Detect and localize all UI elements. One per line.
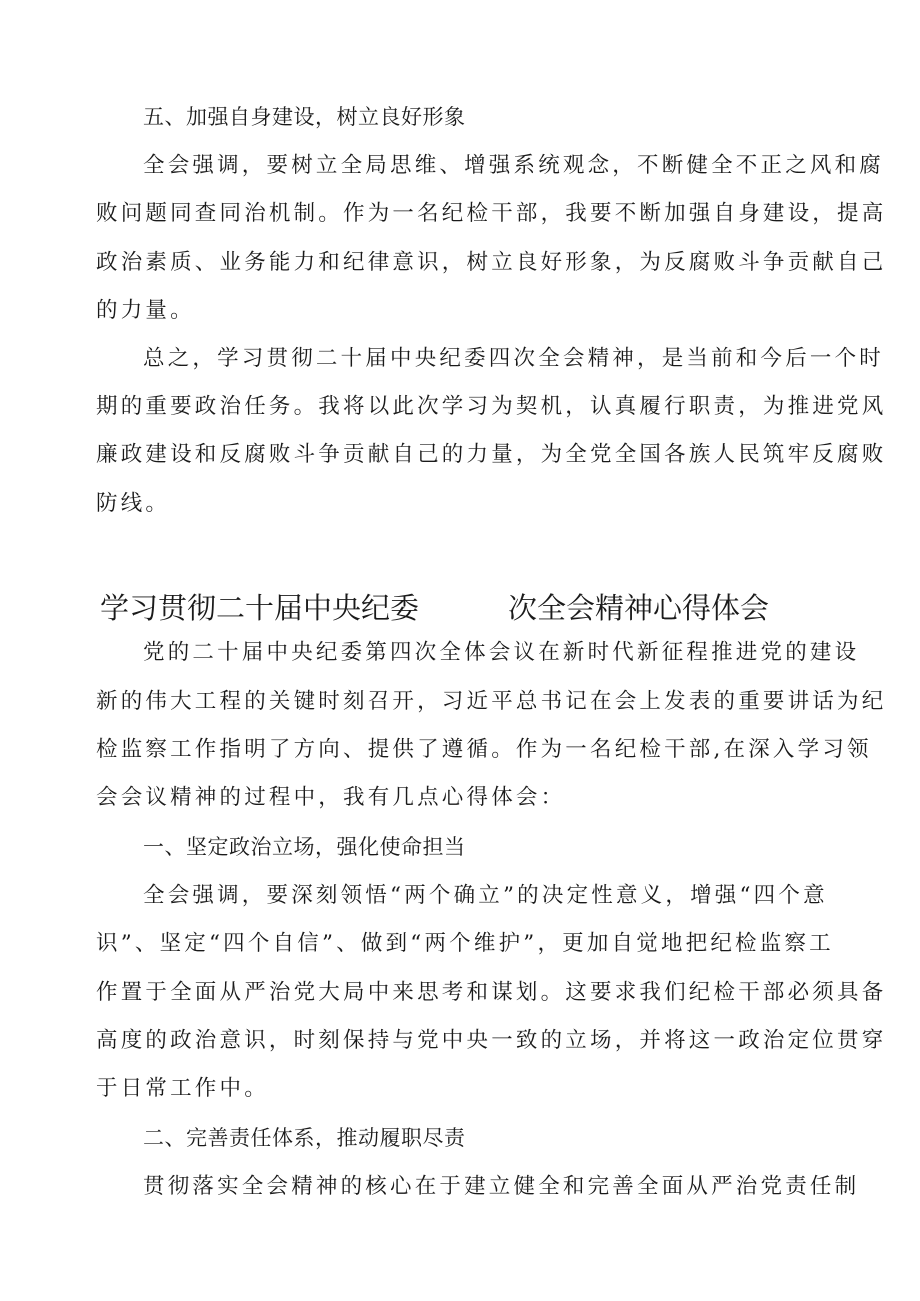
paragraph-line: 政治素质、业务能力和纪律意识，树立良好形象，为反腐败斗争贡献自己: [96, 250, 887, 275]
paragraph-line: 高度的政治意识，时刻保持与党中央一致的立场，并将这一政治定位贯穿: [96, 1028, 887, 1053]
section-heading-2: 二、完善责任体系，推动履职尽责: [143, 1126, 466, 1150]
paragraph-line: 总之，学习贯彻二十届中央纪委四次全会精神，是当前和今后一个时: [143, 346, 885, 371]
paragraph-line: 期的重要政治任务。我将以此次学习为契机，认真履行职责，为推进党风: [96, 394, 887, 419]
paragraph-line: 检监察工作指明了方向、提供了遵循。作为一名纪检干部,在深入学习领: [96, 737, 872, 762]
section-heading-5: 五、加强自身建设，树立良好形象: [143, 105, 466, 129]
paragraph-line: 全会强调，要深刻领悟“两个确立”的决定性意义，增强“四个意: [143, 883, 828, 908]
paragraph-line: 贯彻落实全会精神的核心在于建立健全和完善全面从严治党责任制: [143, 1174, 860, 1199]
paragraph-line: 新的伟大工程的关键时刻召开，习近平总书记在会上发表的重要讲话为纪: [96, 689, 887, 714]
article-title-part2: 次全会精神心得体会: [508, 591, 770, 625]
paragraph-line: 廉政建设和反腐败斗争贡献自己的力量，为全党全国各族人民筑牢反腐败: [96, 442, 887, 467]
article-title: [100, 588, 820, 628]
paragraph-line: 败问题同查同治机制。作为一名纪检干部，我要不断加强自身建设，提高: [96, 201, 887, 226]
section-heading-1: 一、坚定政治立场，强化使命担当: [143, 835, 466, 859]
paragraph-line: 党的二十届中央纪委第四次全体会议在新时代新征程推进党的建设: [143, 640, 860, 665]
paragraph-line: 作置于全面从严治党大局中来思考和谋划。这要求我们纪检干部必须具备: [96, 980, 887, 1005]
paragraph-line: 的力量。: [96, 298, 195, 323]
article-title-part1: 学习贯彻二十届中央纪委: [100, 591, 420, 625]
paragraph-line: 全会强调，要树立全局思维、增强系统观念，不断健全不正之风和腐: [143, 153, 885, 178]
paragraph-line: 会会议精神的过程中，我有几点心得体会：: [96, 785, 566, 810]
paragraph-line: 识”、坚定“四个自信”、做到“两个维护”，更加自觉地把纪检监察工: [96, 931, 834, 956]
paragraph-line: 于日常工作中。: [96, 1076, 269, 1101]
paragraph-line: 防线。: [96, 491, 171, 516]
